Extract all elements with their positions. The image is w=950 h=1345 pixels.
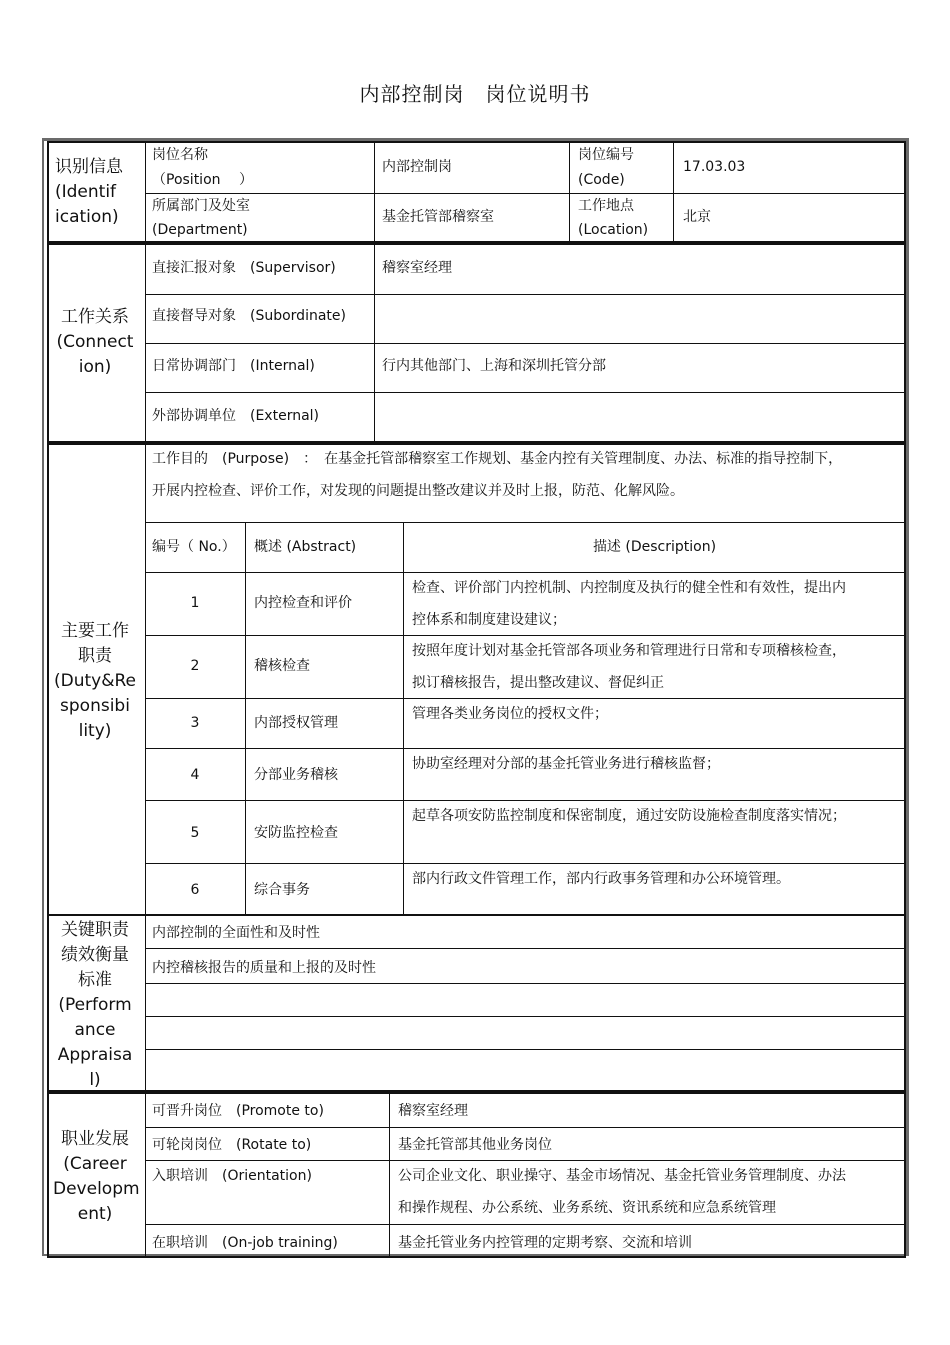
duty-abstract-4: 分部业务稽核 <box>254 767 338 783</box>
internal-label: 日常协调部门 (Internal) <box>152 358 315 374</box>
performance-row-2: 内控稽核报告的质量和上报的及时性 <box>152 960 376 976</box>
duty-description-1: 检查、评价部门内控机制、内控制度及执行的健全性和有效性，提出内控体系和制度建设建议； <box>412 580 846 628</box>
header-no: 编号（ No.） <box>152 539 236 555</box>
on-job-training-label: 在职培训 (On-job training) <box>152 1235 338 1251</box>
header-description: 描述 (Description) <box>592 539 717 555</box>
location-value: 北京 <box>683 209 711 225</box>
career-section <box>47 1092 906 1258</box>
duty-no-1: 1 <box>190 595 200 611</box>
duty-section <box>47 443 906 916</box>
position-code-value: 17.03.03 <box>683 159 746 175</box>
identification-section <box>47 141 906 243</box>
duty-abstract-2: 稽核检查 <box>254 658 310 674</box>
duty-no-5: 5 <box>190 825 200 841</box>
duty-no-2: 2 <box>190 658 200 674</box>
promote-label: 可晋升岗位 (Promote to) <box>152 1103 324 1119</box>
duty-description-6: 部内行政文件管理工作，部内行政事务管理和办公环境管理。 <box>412 871 790 887</box>
duty-no-3: 3 <box>190 715 200 731</box>
rotate-label: 可轮岗岗位 (Rotate to) <box>152 1137 312 1153</box>
orientation-label: 入职培训 (Orientation) <box>152 1168 312 1184</box>
performance-label: 关键职责 绩效衡量 标准 (Perform ance Appraisa l) <box>57 920 133 1090</box>
promote-value: 稽察室经理 <box>398 1103 468 1119</box>
department-label: 所属部门及处室 (Department) <box>152 198 250 238</box>
subordinate-label: 直接督导对象 (Subordinate) <box>152 308 346 324</box>
department-value: 基金托管部稽察室 <box>382 209 494 225</box>
position-name-value: 内部控制岗 <box>382 159 452 175</box>
duty-abstract-5: 安防监控检查 <box>254 825 338 841</box>
duty-no-4: 4 <box>190 767 200 783</box>
location-label: 工作地点 (Location) <box>578 198 649 238</box>
purpose-text: 工作目的 (Purpose) ： 在基金托管部稽察室工作规划、基金内控有关管理制度、办法、标准的指导控制下，开展内控检查、评价工作，对发现的问题提出整改建议并及时上报，防范、化解风险。 <box>152 451 843 499</box>
position-name-label: 岗位名称 （Position ） <box>152 147 253 188</box>
connection-section <box>47 243 906 443</box>
page-title: 内部控制岗 岗位说明书 <box>359 82 591 106</box>
supervisor-label: 直接汇报对象 (Supervisor) <box>152 260 336 276</box>
duty-no-6: 6 <box>190 882 200 898</box>
header-abstract: 概述 (Abstract) <box>254 539 357 555</box>
duty-abstract-6: 综合事务 <box>254 882 310 898</box>
on-job-training-value: 基金托管业务内控管理的定期考察、交流和培训 <box>398 1235 692 1251</box>
duty-description-3: 管理各类业务岗位的授权文件； <box>412 706 608 722</box>
connection-label: 工作关系 (Connect ion) <box>56 307 134 377</box>
duty-abstract-1: 内控检查和评价 <box>254 595 352 611</box>
duty-description-4: 协助室经理对分部的基金托管业务进行稽核监督； <box>412 756 720 772</box>
duty-label: 主要工作 职责 (Duty&Re sponsibi lity) <box>54 621 136 741</box>
performance-section <box>47 914 906 1092</box>
orientation-value: 公司企业文化、职业操守、基金市场情况、基金托管业务管理制度、办法和操作规程、办公系统、业务系统、资讯系统和应急系统管理 <box>398 1168 846 1216</box>
position-code-label: 岗位编号 (Code) <box>578 147 634 188</box>
duty-description-5: 起草各项安防监控制度和保密制度，通过安防设施检查制度落实情况； <box>412 808 846 824</box>
performance-row-1: 内部控制的全面性和及时性 <box>152 925 320 941</box>
duty-abstract-3: 内部授权管理 <box>254 715 338 731</box>
career-label: 职业发展 (Career Developm ent) <box>53 1129 140 1224</box>
external-label: 外部协调单位 (External) <box>152 408 320 424</box>
rotate-value: 基金托管部其他业务岗位 <box>398 1137 552 1153</box>
supervisor-value: 稽察室经理 <box>382 260 452 276</box>
duty-description-2: 按照年度计划对基金托管部各项业务和管理进行日常和专项稽核检查，拟订稽核报告，提出整改建议、督促纠正 <box>412 643 846 691</box>
identification-label: 识别信息 (Identif ication) <box>55 157 123 227</box>
internal-value: 行内其他部门、上海和深圳托管分部 <box>382 358 606 374</box>
